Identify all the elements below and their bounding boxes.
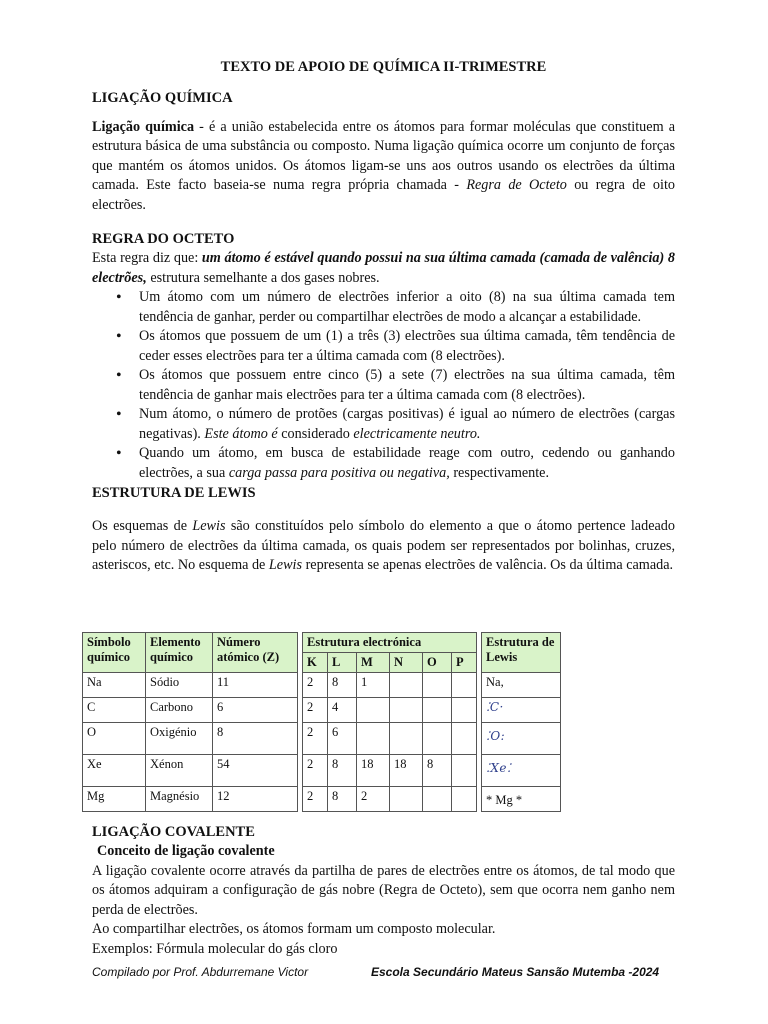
cell-lewis: Na, [482,673,561,698]
lewis-table [82,632,561,812]
cell-shell [390,698,423,723]
cell-lewis: ⁚O: [482,723,561,755]
list-item: • Os átomos que possuem de um (1) a três (3) electrões sua última camada, têm tendência de ceder esses electrões para ter a última camada com (8 electrões). [139,327,675,366]
list-text: Num átomo, o número de protões (cargas positivas) é igual ao número de electrões (cargas negativas). [139,406,675,442]
cell-shell [423,787,452,812]
cell-shell: 8 [328,755,357,787]
paragraph-text-end: ou regra de oito electrões. [92,177,675,213]
cell-shell: 2 [303,723,328,755]
cell-shell [452,673,477,698]
intro-text-end: estrutura semelhante a dos gases nobres. [146,269,380,286]
list-item: • Um átomo com um número de electrões inferior a oito (8) na sua última camada tem tendência de ganhar, perder ou compartilhar electrões de modo a alcançar a estabilidade. [139,288,675,327]
footer-author: Compilado por Prof. Abdurremane Victor [92,965,309,979]
cell-shell [390,673,423,698]
table-row [83,723,561,755]
cell-shell: 8 [328,673,357,698]
heading-ligacao-covalente: LIGAÇÃO COVALENTE [92,824,255,840]
cell-number: 8 [213,723,298,755]
intro-text: Esta regra diz que: [92,250,202,266]
cell-symbol: C [83,698,146,723]
header-symbol: Símbolo químico [83,633,146,673]
cell-symbol: Na [83,673,146,698]
cell-shell: 18 [390,755,423,787]
heading-ligacao-quimica: LIGAÇÃO QUÍMICA [92,89,233,106]
lewis-text: representa se apenas electrões de valência. Os da última camada. [302,557,674,573]
cell-shell: 1 [357,673,390,698]
cell-shell [423,673,452,698]
paragraph-covalente: A ligação covalente ocorre através da partilha de pares de electrões entre os átomos, de tal modo que os átomos adquiram a configuração de gás nobre (Regra de Octeto), sem que ocorra nem ganho nem perda de electrões. [92,862,675,918]
cell-shell: 4 [328,698,357,723]
cell-shell: 8 [328,787,357,812]
cell-shell: 6 [328,723,357,755]
cell-shell [452,698,477,723]
cell-number: 12 [213,787,298,812]
cell-number: 6 [213,698,298,723]
list-text: respectivamente. [449,464,550,481]
header-lewis: Estrutura de Lewis [482,633,561,673]
cell-lewis: ⁚C· [482,698,561,723]
cell-shell [390,723,423,755]
heading-regra-octeto: REGRA DO OCTETO [92,231,235,247]
cell-shell: 2 [303,698,328,723]
intro-emphasis: um átomo é estável quando possui na sua última camada (camada de valência) 8 electrões, [92,250,675,286]
list-italic: electricamente neutro. [353,425,481,442]
lewis-carbon: C [489,700,500,714]
list-item [139,444,675,483]
lewis-italic: Lewis [192,518,226,534]
cell-shell: 2 [303,787,328,812]
document-page [92,58,675,576]
paragraph-regra-intro [92,249,675,288]
lewis-text: Os esquemas de [92,518,193,534]
subheading-covalente: Conceito de ligação covalente [97,843,275,859]
cell-shell: 18 [357,755,390,787]
header-shell: P [452,653,477,673]
list-italic: Este átomo é [204,425,278,442]
cell-shell [357,698,390,723]
paragraph-composto: Ao compartilhar electrões, os átomos formam um composto molecular. [92,921,496,937]
cell-shell [390,787,423,812]
document-title: TEXTO DE APOIO DE QUÍMICA II-TRIMESTRE [220,59,547,75]
cell-number: 11 [213,673,298,698]
lewis-italic: Lewis [268,557,303,573]
cell-shell [452,787,477,812]
footer-school: Escola Secundário Mateus Sansão Mutemba -2024 [371,965,660,979]
italic-regra-octeto: Regra de Octeto [466,177,567,193]
paragraph-exemplos: Exemplos: Fórmula molecular do gás cloro [92,940,338,957]
table-row [83,673,561,698]
cell-shell: 2 [357,787,390,812]
header-shell: L [328,653,357,673]
cell-shell: 8 [423,755,452,787]
table-row [83,787,561,812]
header-structure: Estrutura electrónica [303,633,477,653]
cell-shell: 2 [303,755,328,787]
term-ligacao-quimica: Ligação química [92,118,195,135]
cell-element: Carbono [146,698,213,723]
cell-lewis: * Mg * [482,787,561,812]
list-item: • Os átomos que possuem entre cinco (5) a sete (7) electrões na sua última camada, têm tendência de ganhar mais electrões para ter a última camada com (8 electrões). [139,366,675,405]
header-element: Elemento químico [146,633,213,673]
cell-element: Sódio [146,673,213,698]
heading-estrutura-lewis: ESTRUTURA DE LEWIS [92,485,256,501]
header-shell: M [357,653,390,673]
list-italic: carga passa para positiva ou negativa, [228,464,450,481]
lewis-oxygen: O [490,729,501,743]
table-row [83,698,561,723]
cell-element: Oxigénio [146,723,213,755]
cell-shell [452,723,477,755]
table-row [83,755,561,787]
octet-rule-list [92,288,675,483]
paragraph-text: - é a união estabelecida entre os átomos para formar moléculas que constituem a estrutura básica de uma substância ou composto. Numa ligação química ocorre um conjunto de forças que mantém os átomos unidos. Os átomos ligam-se uns aos outros usando os electrões da última camada. Este facto baseia-se numa regra própria chamada - [92,118,675,193]
cell-shell [423,723,452,755]
paragraph-ligacao-quimica [92,118,675,216]
header-shell: O [423,653,452,673]
cell-lewis: ⁚Xe⁚ [482,755,561,787]
cell-shell [423,698,452,723]
cell-symbol: Xe [83,755,146,787]
header-shell: N [390,653,423,673]
cell-element: Xénon [146,755,213,787]
cell-number: 54 [213,755,298,787]
lewis-text: são constituídos pelo símbolo do elemento a que o átomo pertence ladeado pelo número de electrões da última camada, os quais podem ser representados por bolinhas, cruzes, asteriscos, etc. No esquema de [92,518,675,573]
header-number: Número atómico (Z) [213,633,298,673]
list-text: considerado [277,425,354,442]
cell-shell [452,755,477,787]
list-item [139,405,675,444]
cell-element: Magnésio [146,787,213,812]
cell-shell: 2 [303,673,328,698]
covalent-section [92,822,675,959]
cell-shell [357,723,390,755]
cell-symbol: O [83,723,146,755]
lewis-xenon: Xe [490,761,507,775]
cell-symbol: Mg [83,787,146,812]
header-shell: K [303,653,328,673]
list-text: Quando um átomo, em busca de estabilidade reage com outro, cedendo ou ganhando electrões, a sua [139,445,675,481]
paragraph-lewis [92,517,675,576]
